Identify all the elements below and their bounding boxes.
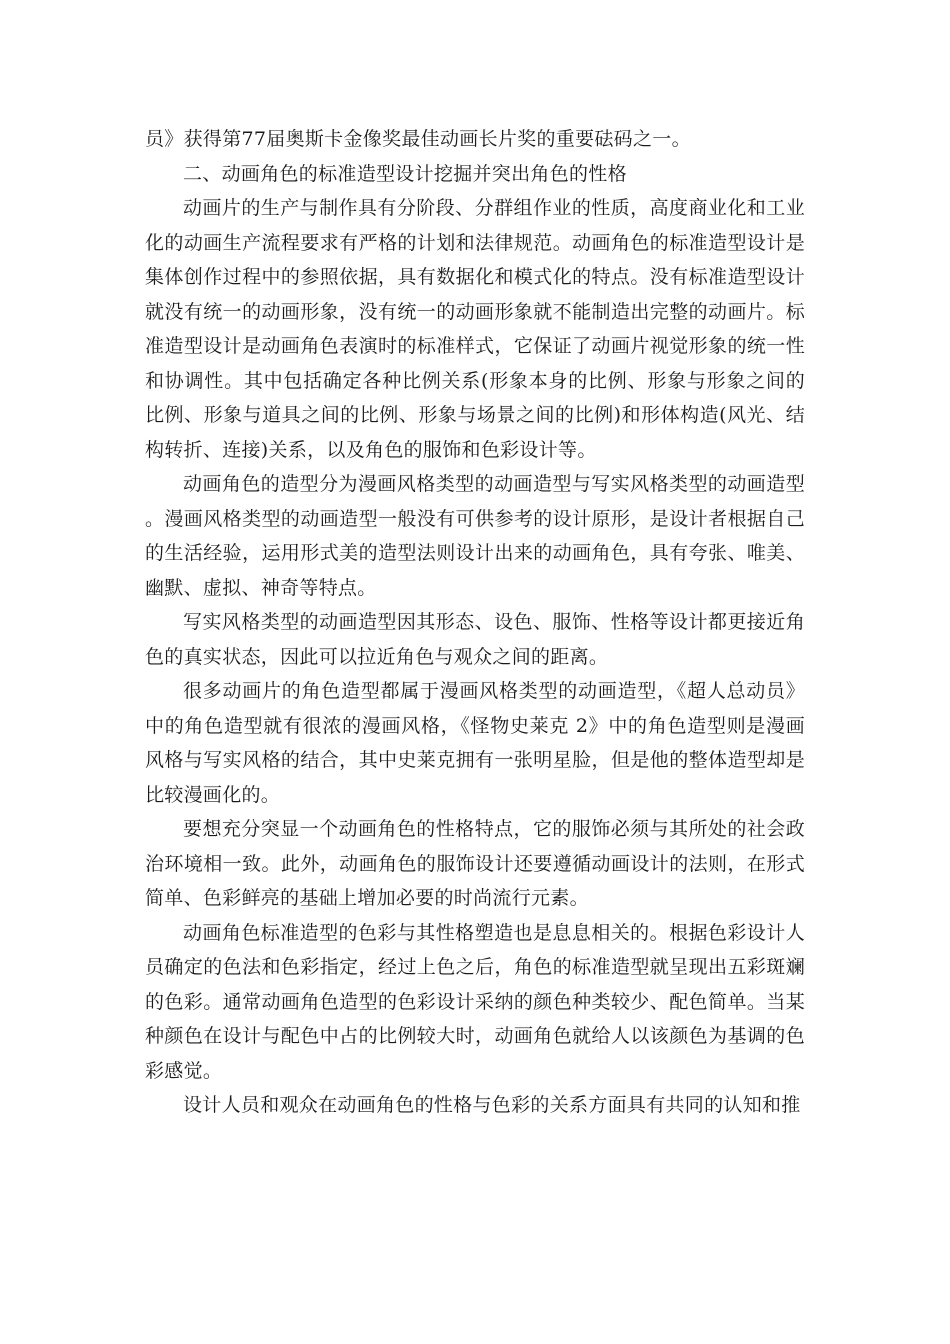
- paragraph: 写实风格类型的动画造型因其形态、设色、服饰、性格等设计都更接近角色的真实状态，因此可以拉近角色与观众之间的距离。: [145, 611, 805, 668]
- paragraph: 动画角色的造型分为漫画风格类型的动画造型与写实风格类型的动画造型 。漫画风格类型的动画造型一般没有可供参考的设计原形，是设计者根据自己的生活经验，运用形式美的造型法则设计出来的动画角色，具有夸张、唯美、幽默、虚拟、神奇等特点。: [145, 473, 805, 599]
- paragraph: 设计人员和观众在动画角色的性格与色彩的关系方面具有共同的认知和推: [183, 1094, 801, 1116]
- document-body: [145, 122, 805, 1123]
- paragraph: 动画角色标准造型的色彩与其性格塑造也是息息相关的。根据色彩设计人员确定的色法和色彩指定，经过上色之后，角色的标准造型就呈现出五彩斑斓的色彩。通常动画角色造型的色彩设计采纳的颜色种类较少、配色简单。当某种颜色在设计与配色中占的比例较大时，动画角色就给人以该颜色为基调的色彩感觉。: [145, 921, 805, 1082]
- paragraph: 动画片的生产与制作具有分阶段、分群组作业的性质，高度商业化和工业化的动画生产流程要求有严格的计划和法律规范。动画角色的标准造型设计是集体创作过程中的参照依据，具有数据化和模式化的特点。没有标准造型设计就没有统一的动画形象，没有统一的动画形象就不能制造出完整的动画片。标准造型设计是动画角色表演时的标准样式，它保证了动画片视觉形象的统一性和协调性。其中包括确定各种比例关系(形象本身的比例、形象与形象之间的比例、形象与道具之间的比例、形象与场景之间的比例)和形体构造(风光、结构转折、连接)关系，以及角色的服饰和色彩设计等。: [145, 197, 805, 461]
- paragraph: 要想充分突显一个动画角色的性格特点，它的服饰必须与其所处的社会政治环境相一致。此外，动画角色的服饰设计还要遵循动画设计的法则，在形式简单、色彩鲜亮的基础上增加必要的时尚流行元素。: [145, 818, 805, 909]
- paragraph-continuation: 员》获得第77届奥斯卡金像奖最佳动画长片奖的重要砝码之一。: [145, 128, 691, 150]
- section-heading: 二、动画角色的标准造型设计挖掘并突出角色的性格: [183, 162, 627, 185]
- paragraph: 很多动画片的角色造型都属于漫画风格类型的动画造型，《超人总动员》中的角色造型就有很浓的漫画风格，《怪物史莱克 2》中的角色造型则是漫画风格与写实风格的结合，其中史莱克拥有一张明星脸，但是他的整体造型却是比较漫画化的。: [145, 680, 805, 806]
